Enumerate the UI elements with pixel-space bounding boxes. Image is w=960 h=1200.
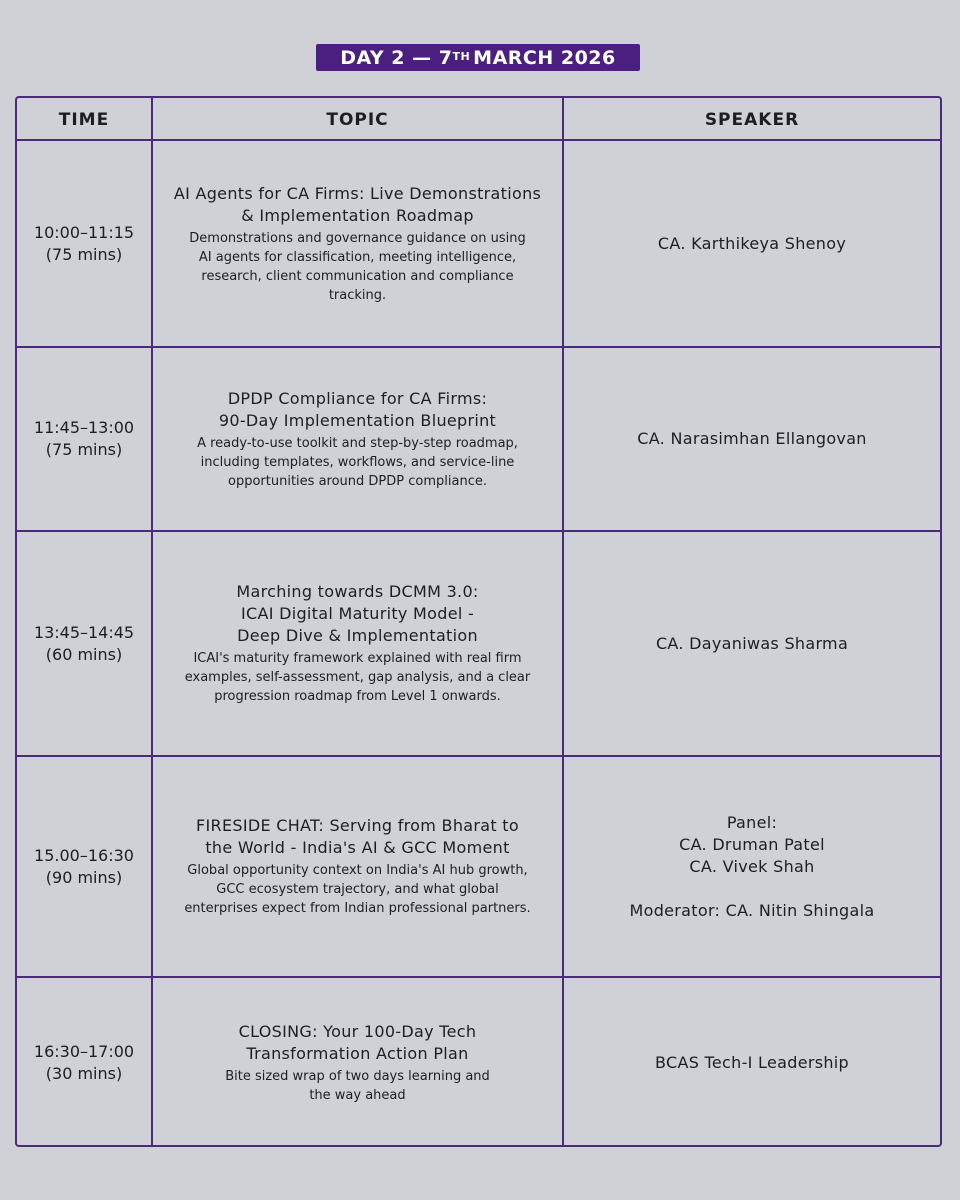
speaker-cell bbox=[562, 532, 940, 755]
session-time: 11:45–13:00 bbox=[33, 418, 135, 437]
speaker-name: CA. Druman Patel bbox=[679, 834, 825, 854]
topic-description-line: opportunities around DPDP compliance. bbox=[228, 473, 487, 489]
speaker-cell bbox=[562, 978, 940, 1147]
topic-title-line: Marching towards DCMM 3.0: bbox=[236, 582, 479, 601]
speaker-name: Moderator: CA. Nitin Shingala bbox=[629, 900, 875, 920]
session-time: 13:45–14:45 bbox=[33, 622, 135, 642]
session-time: 16:30–17:00 bbox=[33, 1041, 135, 1061]
session-row bbox=[17, 757, 940, 978]
topic-description bbox=[177, 229, 537, 305]
topic-title-line: Transformation Action Plan bbox=[246, 1043, 469, 1063]
speaker-name: CA. Karthikeya Shenoy bbox=[657, 233, 847, 253]
speaker-cell bbox=[562, 348, 940, 530]
header-speaker: SPEAKER bbox=[704, 110, 800, 130]
session-row bbox=[17, 978, 940, 1147]
day-banner: DAY 2 — 7 $^{TH}$ MARCH 2026 bbox=[316, 44, 640, 71]
topic-description-line: examples, self-assessment, gap analysis, and a clear bbox=[184, 670, 531, 685]
table-header-row bbox=[17, 98, 940, 141]
topic-description-line: tracking. bbox=[328, 287, 387, 303]
speaker-cell bbox=[562, 757, 940, 976]
topic-title-line: CLOSING: Your 100-Day Tech bbox=[238, 1021, 477, 1041]
time-cell bbox=[17, 978, 151, 1147]
topic-cell bbox=[151, 532, 562, 755]
topic-description-line: research, client communication and compliance bbox=[201, 268, 514, 284]
header-speaker-cell bbox=[562, 98, 940, 139]
topic-cell bbox=[151, 348, 562, 530]
banner-month-year: MARCH 2026 bbox=[473, 46, 616, 69]
topic-description-line: Demonstrations and governance guidance on using bbox=[189, 230, 526, 246]
topic-description-line: ICAI's maturity framework explained with real firm bbox=[193, 651, 522, 666]
topic-title-line: ICAI Digital Maturity Model - bbox=[240, 604, 475, 623]
schedule-table bbox=[15, 96, 942, 1147]
topic-description bbox=[213, 1067, 502, 1105]
topic-title-line: & Implementation Roadmap bbox=[241, 205, 474, 225]
banner-day: DAY 2 — 7 bbox=[340, 46, 453, 69]
topic-cell bbox=[151, 141, 562, 346]
topic-description-line: enterprises expect from Indian professional partners. bbox=[184, 901, 531, 916]
topic-description-line: including templates, workflows, and service-line bbox=[200, 454, 515, 470]
topic-description-line: the way ahead bbox=[309, 1087, 406, 1103]
topic-description-line: Bite sized wrap of two days learning and bbox=[225, 1068, 490, 1084]
topic-description bbox=[172, 861, 542, 918]
topic-description bbox=[173, 649, 543, 706]
header-topic: TOPIC bbox=[326, 110, 389, 130]
session-row bbox=[17, 141, 940, 348]
speaker-name: Panel: bbox=[726, 812, 778, 832]
topic-cell bbox=[151, 757, 562, 976]
topic-description-line: Global opportunity context on India's AI hub growth, bbox=[187, 863, 528, 878]
session-row bbox=[17, 532, 940, 757]
speaker-cell bbox=[562, 141, 940, 346]
topic-description bbox=[185, 434, 530, 491]
session-duration: (75 mins) bbox=[45, 440, 123, 459]
topic-description-line: A ready-to-use toolkit and step-by-step roadmap, bbox=[197, 435, 518, 451]
time-cell bbox=[17, 757, 151, 976]
topic-title-line: AI Agents for CA Firms: Live Demonstrations bbox=[173, 183, 542, 203]
speaker-name: CA. Vivek Shah bbox=[689, 856, 815, 876]
topic-description-line: AI agents for classification, meeting intelligence, bbox=[198, 249, 517, 265]
topic-title-line: DPDP Compliance for CA Firms: bbox=[227, 388, 488, 408]
session-time: 15.00–16:30 bbox=[34, 845, 134, 865]
session-duration: (60 mins) bbox=[45, 644, 123, 664]
header-topic-cell bbox=[151, 98, 562, 139]
time-cell bbox=[17, 348, 151, 530]
time-cell bbox=[17, 141, 151, 346]
session-duration: (75 mins) bbox=[45, 244, 123, 264]
time-cell bbox=[17, 532, 151, 755]
session-duration: (30 mins) bbox=[45, 1063, 123, 1083]
topic-title-line: Deep Dive & Implementation bbox=[237, 626, 478, 645]
header-time-cell bbox=[17, 98, 151, 139]
header-time: TIME bbox=[58, 110, 110, 130]
topic-title-line: 90-Day Implementation Blueprint bbox=[218, 410, 497, 430]
speaker-name: CA. Narasimhan Ellangovan bbox=[637, 429, 867, 448]
topic-cell bbox=[151, 978, 562, 1147]
speaker-name: CA. Dayaniwas Sharma bbox=[655, 633, 849, 653]
session-time: 10:00–11:15 bbox=[33, 222, 135, 242]
speaker-name: BCAS Tech-I Leadership bbox=[654, 1052, 849, 1072]
topic-title-line: the World - India's AI & GCC Moment bbox=[205, 838, 510, 857]
topic-description-line: GCC ecosystem trajectory, and what global bbox=[216, 882, 499, 897]
session-duration: (90 mins) bbox=[45, 867, 123, 887]
topic-description-line: progression roadmap from Level 1 onwards. bbox=[214, 689, 501, 704]
session-row bbox=[17, 348, 940, 532]
topic-title-line: FIRESIDE CHAT: Serving from Bharat to bbox=[196, 816, 519, 835]
